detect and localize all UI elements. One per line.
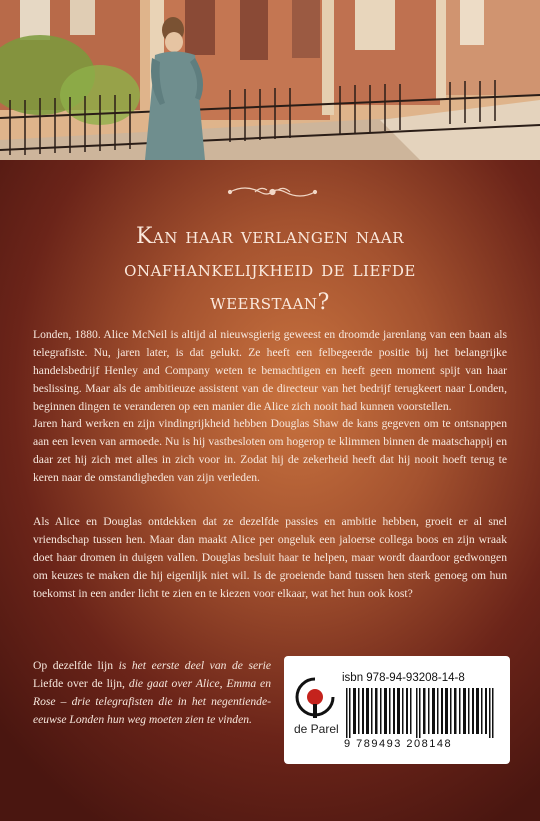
tagline-heading [40, 220, 500, 319]
publisher-logo-icon [292, 674, 338, 720]
tagline-line-2: onafhankelijkheid de liefde [124, 257, 416, 282]
blurb-paragraph-2: Jaren hard werken en zijn vindingrijkheid hebben Douglas Shaw de kans gegeven om te ontsnappen aan een leven van armoede. Nu is hij vastbesloten om hogerop te klimmen binnen de maatschappij en daar zet hij zich met alles in zich voor in. Zodat hij de zekerheid heeft dat hij nooit hoeft terug te keren naar de omstandigheden van zijn verleden. [33, 417, 507, 484]
street-scene-illustration [0, 0, 540, 160]
series-note-italic-1: is het eerste deel van de serie [118, 659, 271, 672]
series-note-series-name: Liefde over de lijn, [33, 677, 129, 690]
barcode-digits: 9 789493 208148 [344, 738, 453, 750]
blurb-paragraph-1: Londen, 1880. Alice McNeil is altijd al nieuwsgierig geweest en droomde jarenlang van een baan als telegrafiste. Nu, jaren later, is dat gelukt. Ze heeft een felbegeerde positie bij het belangrijke handelsbedrijf Henley and Company weten te bemachtigen en heeft geen moment spijt van haar beslissing. Maar als de ambitieuze assistent van de directeur van het bedrijf terugkeert naar Londen, beginnen dingen te veranderen op een manier die Alice zich nooit had kunnen voorstellen. [33, 328, 507, 413]
blurb-paragraph-3: Als Alice en Douglas ontdekken dat ze dezelfde passies en ambitie hebben, groeit er al snel vriendschap tussen hen. Maar dan maakt Alice per ongeluk een jaloerse collega boos en zijn wraak doet haar dromen in duigen vallen. Douglas besluit haar te helpen, maar wordt daardoor gedwongen om keuzes te maken die hij eigenlijk niet wil. Is de groeiende band tussen hen sterk genoeg om hun toekomst in een ander licht te zien en te kiezen voor elkaar, wat het hun ook kost? [33, 515, 507, 600]
decorative-flourish [225, 180, 320, 204]
cover-photo [0, 0, 540, 160]
series-note [33, 657, 271, 729]
tagline-line-3: weerstaan? [210, 290, 330, 315]
series-note-title: Op dezelfde lijn [33, 659, 119, 672]
isbn-barcode-box [284, 656, 510, 764]
publisher-name: de Parel [294, 722, 339, 736]
isbn-label: isbn 978-94-93208-14-8 [342, 672, 465, 684]
tagline-line-1: Kan haar verlangen naar [135, 224, 405, 249]
series-note-italic-2: die gaat over Alice, Emma en Rose – drie telegrafisten die in het negentiende-eeuwse Londen hun weg moeten zien te vinden. [33, 677, 271, 726]
barcode-icon [346, 688, 496, 738]
